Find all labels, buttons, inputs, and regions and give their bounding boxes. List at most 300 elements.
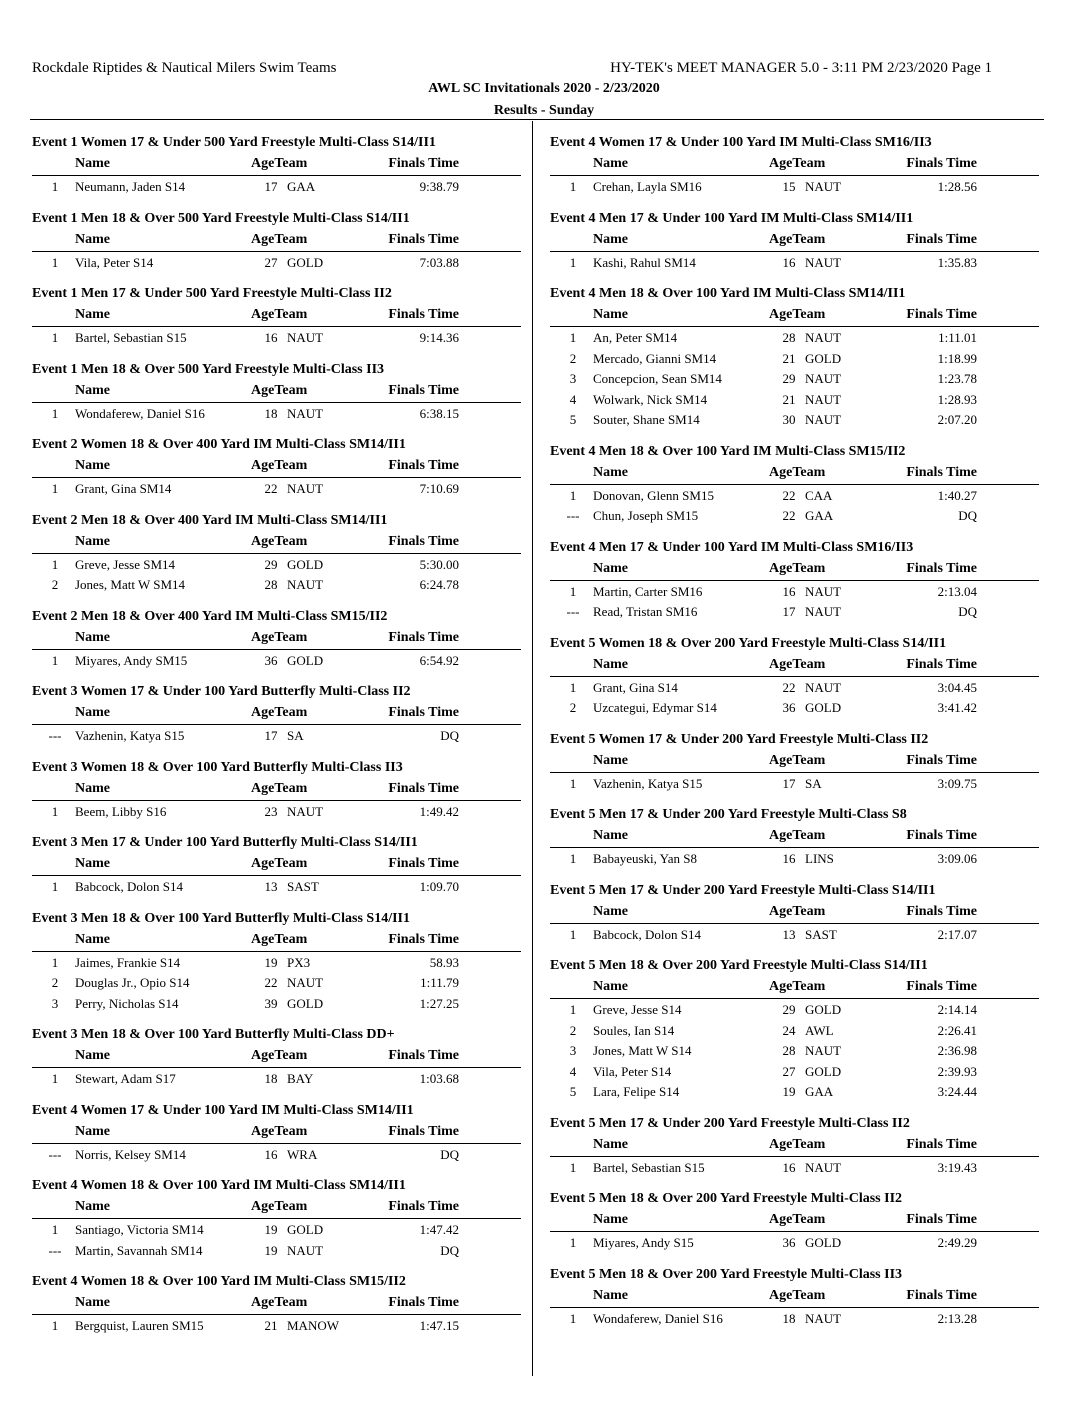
event-block: [32, 285, 521, 348]
event-title: Event 2 Women 18 & Over 400 Yard IM Multi-Class SM14/II1: [32, 437, 406, 452]
result-row: [32, 478, 521, 499]
place: 3: [51, 995, 59, 1011]
finals-time: 6:54.92: [419, 652, 459, 668]
swimmer-name: Martin, Savannah SM14: [75, 1242, 203, 1258]
event-block: [550, 882, 1039, 945]
column-header-row: [32, 1197, 521, 1219]
swimmer-name: Grant, Gina S14: [593, 679, 678, 695]
place: 1: [51, 652, 59, 668]
event-title: Event 5 Women 18 & Over 200 Yard Freestyle Multi-Class S14/II1: [550, 635, 947, 651]
finals-time-header: Finals Time: [388, 307, 459, 322]
column-header-row: [32, 1122, 521, 1144]
swimmer-name: Jaimes, Frankie S14: [75, 954, 181, 970]
result-row: [32, 972, 521, 993]
age-team-header: AgeTeam: [251, 780, 308, 796]
result-row: [32, 176, 521, 197]
team-code: NAUT: [287, 975, 324, 990]
swimmer-age: 18: [264, 405, 278, 421]
team-code: GOLD: [287, 1222, 324, 1237]
finals-time: DQ: [440, 1146, 459, 1162]
column-header-row: [550, 559, 1039, 581]
result-row: [550, 848, 1039, 869]
swimmer-name: Bartel, Sebastian S15: [75, 330, 187, 345]
column-header-row: [32, 1293, 521, 1315]
team-code: GOLD: [805, 1235, 842, 1250]
team-code: AWL: [805, 1022, 834, 1038]
age-team-header: AgeTeam: [769, 231, 826, 247]
column-header-row: [32, 381, 521, 403]
result-row: [550, 677, 1039, 698]
finals-time-header: Finals Time: [388, 231, 459, 247]
swimmer-age: 28: [264, 577, 278, 592]
swimmer-age: 16: [782, 1159, 796, 1175]
place: ---: [48, 1242, 62, 1258]
swimmer-name: Wolwark, Nick SM14: [593, 391, 708, 407]
event-title: Event 5 Men 18 & Over 200 Yard Freestyle Multi-Class S14/II1: [550, 958, 928, 973]
team-code: NAUT: [287, 405, 324, 421]
name-header: Name: [593, 979, 628, 994]
age-team-header: AgeTeam: [251, 231, 308, 247]
right-column: [550, 134, 1039, 1341]
finals-time-header: Finals Time: [906, 752, 977, 768]
finals-time: 2:49.29: [937, 1235, 977, 1250]
swimmer-age: 22: [782, 679, 796, 695]
place: 1: [569, 1235, 577, 1250]
age-team-header: AgeTeam: [251, 533, 308, 549]
finals-time: 1:11.01: [938, 330, 977, 345]
finals-time: 1:47.15: [419, 1318, 459, 1333]
result-row: [550, 601, 1039, 622]
swimmer-name: Jones, Matt W SM14: [75, 577, 186, 592]
name-header: Name: [75, 458, 110, 473]
finals-time: 1:18.99: [937, 350, 977, 366]
team-code: GOLD: [287, 995, 324, 1011]
event-block: [32, 608, 521, 671]
result-row: [550, 1308, 1039, 1329]
age-team-header: AgeTeam: [251, 629, 308, 645]
column-header-row: [32, 456, 521, 478]
results-day: Results - Sunday: [493, 103, 595, 118]
swimmer-age: 27: [264, 254, 278, 270]
column-header-row: [32, 305, 521, 327]
finals-time: DQ: [958, 508, 977, 523]
swimmer-name: Lara, Felipe S14: [593, 1084, 680, 1099]
finals-time-header: Finals Time: [906, 307, 977, 322]
place: 2: [569, 1022, 577, 1038]
finals-time-header: Finals Time: [906, 156, 977, 171]
age-team-header: AgeTeam: [251, 856, 308, 871]
age-team-header: AgeTeam: [251, 307, 308, 322]
column-header-row: [550, 902, 1039, 924]
team-code: PX3: [287, 954, 311, 970]
swimmer-age: 36: [782, 1235, 796, 1250]
swimmer-age: 17: [782, 775, 796, 791]
finals-time: 9:38.79: [419, 179, 459, 194]
result-row: [550, 505, 1039, 526]
place: 1: [51, 556, 59, 572]
swimmer-name: Neumann, Jaden S14: [75, 179, 186, 194]
swimmer-name: Wondaferew, Daniel S16: [593, 1310, 723, 1326]
event-block: [550, 806, 1039, 869]
swimmer-age: 13: [264, 879, 278, 894]
result-row: [550, 1061, 1039, 1082]
swimmer-age: 29: [782, 1002, 796, 1017]
finals-time: 2:13.04: [937, 583, 977, 599]
place: 1: [569, 1310, 577, 1326]
finals-time: 1:09.70: [419, 879, 459, 894]
event-title: Event 3 Men 18 & Over 100 Yard Butterfly Multi-Class S14/II1: [32, 910, 410, 926]
result-row: [550, 327, 1039, 348]
finals-time: 1:11.79: [420, 975, 459, 990]
event-block: [32, 1102, 521, 1165]
column-header-row: [32, 854, 521, 876]
age-team-header: AgeTeam: [251, 382, 308, 398]
event-block: [32, 759, 521, 822]
place: 1: [51, 254, 59, 270]
column-header-row: [550, 463, 1039, 485]
event-title: Event 4 Men 18 & Over 100 Yard IM Multi-Class SM15/II2: [550, 443, 906, 459]
event-title: Event 1 Men 18 & Over 500 Yard Freestyle Multi-Class S14/II1: [32, 210, 410, 226]
finals-time-header: Finals Time: [388, 1123, 459, 1139]
meet-title: AWL SC Invitationals 2020 - 2/23/2020: [428, 81, 660, 96]
column-divider: [532, 121, 533, 1376]
event-block: [32, 436, 521, 499]
age-team-header: AgeTeam: [769, 560, 826, 576]
swimmer-age: 29: [782, 371, 796, 386]
team-code: NAUT: [287, 577, 324, 592]
finals-time-header: Finals Time: [388, 533, 459, 549]
swimmer-age: 21: [782, 350, 796, 366]
result-row: [32, 1240, 521, 1261]
swimmer-age: 19: [782, 1084, 796, 1099]
place: 4: [569, 1063, 577, 1079]
age-team-header: AgeTeam: [251, 156, 308, 171]
swimmer-age: 21: [264, 1318, 278, 1333]
team-code: NAUT: [805, 1159, 842, 1175]
team-code: GAA: [805, 508, 834, 523]
swimmer-name: Vazhenin, Katya S15: [75, 728, 185, 743]
column-header-row: [32, 930, 521, 952]
column-header-row: [32, 532, 521, 554]
event-block: [32, 134, 521, 197]
finals-time-header: Finals Time: [388, 856, 459, 871]
result-row: [550, 924, 1039, 945]
swimmer-name: Perry, Nicholas S14: [75, 995, 179, 1011]
team-code: GAA: [287, 179, 316, 194]
event-title: Event 2 Men 18 & Over 400 Yard IM Multi-Class SM14/II1: [32, 512, 388, 528]
swimmer-age: 13: [782, 926, 796, 942]
swimmer-age: 22: [782, 508, 796, 523]
event-title: Event 4 Men 18 & Over 100 Yard IM Multi-Class SM14/II1: [550, 286, 906, 301]
swimmer-name: Norris, Kelsey SM14: [75, 1146, 186, 1162]
age-team-header: AgeTeam: [769, 979, 826, 994]
swimmer-name: Santiago, Victoria SM14: [75, 1222, 204, 1237]
event-title: Event 5 Men 17 & Under 200 Yard Freestyle Multi-Class S14/II1: [550, 882, 936, 898]
finals-time: 1:28.56: [937, 179, 977, 194]
place: 1: [569, 487, 577, 503]
place: 3: [569, 1043, 577, 1058]
team-code: NAUT: [805, 371, 842, 386]
swimmer-name: Bartel, Sebastian S15: [593, 1159, 705, 1175]
event-title: Event 1 Women 17 & Under 500 Yard Freestyle Multi-Class S14/II1: [32, 135, 436, 150]
column-header-row: [550, 826, 1039, 848]
name-header: Name: [75, 1199, 110, 1214]
swimmer-name: Donovan, Glenn SM15: [593, 487, 714, 503]
left-column: [32, 134, 521, 1349]
name-header: Name: [75, 533, 110, 549]
finals-time-header: Finals Time: [388, 1199, 459, 1214]
column-header-row: [550, 655, 1039, 677]
swimmer-name: Souter, Shane SM14: [593, 412, 700, 427]
result-row: [32, 1144, 521, 1165]
header-divider: [30, 119, 1044, 120]
swimmer-age: 36: [782, 700, 796, 715]
place: ---: [566, 508, 580, 523]
swimmer-age: 24: [782, 1022, 796, 1038]
finals-time: 1:49.42: [419, 803, 459, 819]
event-title: Event 3 Men 17 & Under 100 Yard Butterfly Multi-Class S14/II1: [32, 835, 418, 850]
place: 1: [569, 679, 577, 695]
result-row: [550, 389, 1039, 410]
place: 2: [51, 577, 59, 592]
finals-time: 1:23.78: [937, 371, 977, 386]
place: 1: [51, 1071, 59, 1086]
event-title: Event 1 Men 18 & Over 500 Yard Freestyle Multi-Class II3: [32, 361, 385, 377]
team-code: NAUT: [287, 803, 324, 819]
place: 2: [51, 975, 59, 990]
name-header: Name: [75, 780, 110, 796]
finals-time-header: Finals Time: [388, 382, 459, 398]
result-row: [32, 876, 521, 897]
age-team-header: AgeTeam: [251, 1048, 308, 1063]
swimmer-age: 30: [782, 412, 796, 427]
finals-time: 5:30.00: [419, 556, 459, 572]
team-code: GOLD: [287, 652, 324, 668]
event-block: [550, 635, 1039, 718]
finals-time: 1:28.93: [937, 391, 977, 407]
place: 4: [569, 391, 577, 407]
finals-time-header: Finals Time: [388, 1295, 459, 1310]
page-header: [0, 0, 1088, 130]
result-row: [32, 650, 521, 671]
swimmer-age: 29: [264, 556, 278, 572]
result-row: [550, 697, 1039, 718]
swimmer-age: 21: [782, 391, 796, 407]
place: 1: [51, 179, 59, 194]
age-team-header: AgeTeam: [769, 752, 826, 768]
event-block: [550, 1190, 1039, 1253]
swimmer-age: 17: [782, 604, 796, 619]
finals-time-header: Finals Time: [388, 931, 459, 947]
finals-time: 1:27.25: [419, 995, 459, 1011]
swimmer-name: Uzcategui, Edymar S14: [593, 700, 717, 715]
swimmer-name: Beem, Libby S16: [75, 803, 167, 819]
column-header-row: [550, 305, 1039, 327]
place: 1: [569, 330, 577, 345]
swimmer-name: Soules, Ian S14: [593, 1022, 675, 1038]
name-header: Name: [593, 903, 628, 919]
event-block: [550, 539, 1039, 622]
result-row: [550, 1232, 1039, 1253]
finals-time: 58.93: [429, 954, 459, 970]
finals-time-header: Finals Time: [906, 464, 977, 480]
finals-time: 9:14.36: [419, 330, 459, 345]
event-block: [32, 910, 521, 1014]
result-row: [550, 1040, 1039, 1061]
swimmer-name: Bergquist, Lauren SM15: [75, 1318, 204, 1333]
swimmer-age: 39: [264, 995, 278, 1011]
result-row: [550, 368, 1039, 389]
place: ---: [48, 1146, 62, 1162]
place: 1: [569, 775, 577, 791]
event-block: [550, 285, 1039, 430]
team-code: NAUT: [805, 179, 842, 194]
age-team-header: AgeTeam: [251, 705, 308, 720]
column-header-row: [32, 230, 521, 252]
swimmer-age: 22: [782, 487, 796, 503]
team-code: NAUT: [805, 254, 842, 270]
result-row: [32, 1315, 521, 1336]
finals-time: 6:38.15: [419, 405, 459, 421]
result-row: [550, 999, 1039, 1020]
name-header: Name: [75, 307, 110, 322]
result-row: [550, 252, 1039, 273]
finals-time: 3:19.43: [937, 1159, 977, 1175]
software-timestamp: HY-TEK's MEET MANAGER 5.0 - 3:11 PM 2/23/2020 Page 1: [610, 60, 992, 76]
column-header-row: [550, 230, 1039, 252]
column-header-row: [550, 977, 1039, 999]
place: 1: [51, 405, 59, 421]
swimmer-name: Chun, Joseph SM15: [593, 508, 699, 523]
result-row: [32, 1068, 521, 1089]
swimmer-name: Jones, Matt W S14: [593, 1043, 692, 1058]
name-header: Name: [593, 752, 628, 768]
finals-time: 1:47.42: [419, 1222, 459, 1237]
event-title: Event 2 Men 18 & Over 400 Yard IM Multi-Class SM15/II2: [32, 608, 388, 624]
swimmer-name: Kashi, Rahul SM14: [593, 254, 696, 270]
column-header-row: [32, 1046, 521, 1068]
event-title: Event 4 Men 17 & Under 100 Yard IM Multi-Class SM14/II1: [550, 210, 914, 226]
team-code: GOLD: [805, 700, 842, 715]
swimmer-age: 22: [264, 481, 278, 496]
place: 1: [569, 926, 577, 942]
team-code: NAUT: [805, 1310, 842, 1326]
team-code: NAUT: [805, 1043, 842, 1058]
team-code: NAUT: [805, 330, 842, 345]
finals-time-header: Finals Time: [906, 560, 977, 576]
result-row: [550, 176, 1039, 197]
place: 1: [569, 179, 577, 194]
event-title: Event 3 Women 18 & Over 100 Yard Butterfly Multi-Class II3: [32, 759, 403, 775]
team-code: GOLD: [287, 556, 324, 572]
team-code: SAST: [287, 879, 319, 894]
swimmer-name: Babcock, Dolon S14: [593, 926, 701, 942]
swimmer-age: 16: [264, 330, 278, 345]
finals-time: 2:39.93: [937, 1063, 977, 1079]
column-header-row: [550, 751, 1039, 773]
swimmer-name: Miyares, Andy SM15: [75, 652, 188, 668]
place: 1: [569, 851, 577, 866]
column-header-row: [550, 1286, 1039, 1308]
age-team-header: AgeTeam: [769, 828, 826, 843]
place: 1: [51, 954, 59, 970]
event-title: Event 1 Men 17 & Under 500 Yard Freestyle Multi-Class II2: [32, 286, 392, 301]
event-title: Event 5 Men 17 & Under 200 Yard Freestyle Multi-Class S8: [550, 807, 907, 822]
column-header-row: [550, 154, 1039, 176]
result-row: [32, 403, 521, 424]
column-header-row: [32, 154, 521, 176]
name-header: Name: [75, 1295, 110, 1310]
swimmer-name: Crehan, Layla SM16: [593, 179, 702, 194]
result-row: [550, 348, 1039, 369]
team-code: MANOW: [287, 1318, 339, 1333]
event-title: Event 5 Men 18 & Over 200 Yard Freestyle Multi-Class II3: [550, 1266, 903, 1282]
event-block: [32, 834, 521, 897]
finals-time-header: Finals Time: [906, 656, 977, 672]
event-block: [32, 683, 521, 746]
age-team-header: AgeTeam: [251, 1295, 308, 1310]
event-block: [32, 1177, 521, 1260]
place: 1: [569, 1159, 577, 1175]
swimmer-age: 28: [782, 330, 796, 345]
finals-time: DQ: [440, 1242, 459, 1258]
age-team-header: AgeTeam: [769, 1287, 826, 1303]
team-code: GOLD: [805, 350, 842, 366]
team-code: SA: [805, 775, 822, 791]
finals-time: 3:09.75: [937, 775, 977, 791]
event-block: [32, 1026, 521, 1089]
name-header: Name: [75, 231, 110, 247]
swimmer-name: Concepcion, Sean SM14: [593, 371, 722, 386]
name-header: Name: [593, 231, 628, 247]
event-title: Event 5 Men 17 & Under 200 Yard Freestyle Multi-Class II2: [550, 1115, 910, 1131]
column-header-row: [32, 628, 521, 650]
event-block: [550, 1266, 1039, 1329]
name-header: Name: [75, 1123, 110, 1139]
name-header: Name: [75, 856, 110, 871]
finals-time-header: Finals Time: [388, 1048, 459, 1063]
swimmer-name: Greve, Jesse S14: [593, 1002, 682, 1017]
swimmer-age: 16: [782, 851, 796, 866]
swimmer-name: An, Peter SM14: [593, 330, 678, 345]
name-header: Name: [593, 560, 628, 576]
swimmer-age: 36: [264, 652, 278, 668]
finals-time: 3:41.42: [937, 700, 977, 715]
result-row: [32, 801, 521, 822]
finals-time-header: Finals Time: [388, 629, 459, 645]
team-code: WRA: [287, 1146, 318, 1162]
finals-time: 2:26.41: [937, 1022, 977, 1038]
swimmer-name: Greve, Jesse SM14: [75, 556, 176, 572]
place: 1: [51, 1318, 59, 1333]
name-header: Name: [75, 931, 110, 947]
finals-time-header: Finals Time: [388, 705, 459, 720]
swimmer-age: 23: [264, 803, 278, 819]
finals-time-header: Finals Time: [388, 458, 459, 473]
team-code: NAUT: [287, 481, 324, 496]
result-row: [550, 409, 1039, 430]
team-code: NAUT: [287, 1242, 324, 1258]
event-title: Event 4 Men 17 & Under 100 Yard IM Multi-Class SM16/II3: [550, 539, 914, 555]
event-block: [550, 957, 1039, 1102]
team-code: BAY: [287, 1071, 314, 1086]
result-row: [32, 252, 521, 273]
team-code: SAST: [805, 926, 837, 942]
swimmer-age: 16: [264, 1146, 278, 1162]
result-row: [32, 554, 521, 575]
result-row: [32, 725, 521, 746]
swimmer-age: 19: [264, 1242, 278, 1258]
